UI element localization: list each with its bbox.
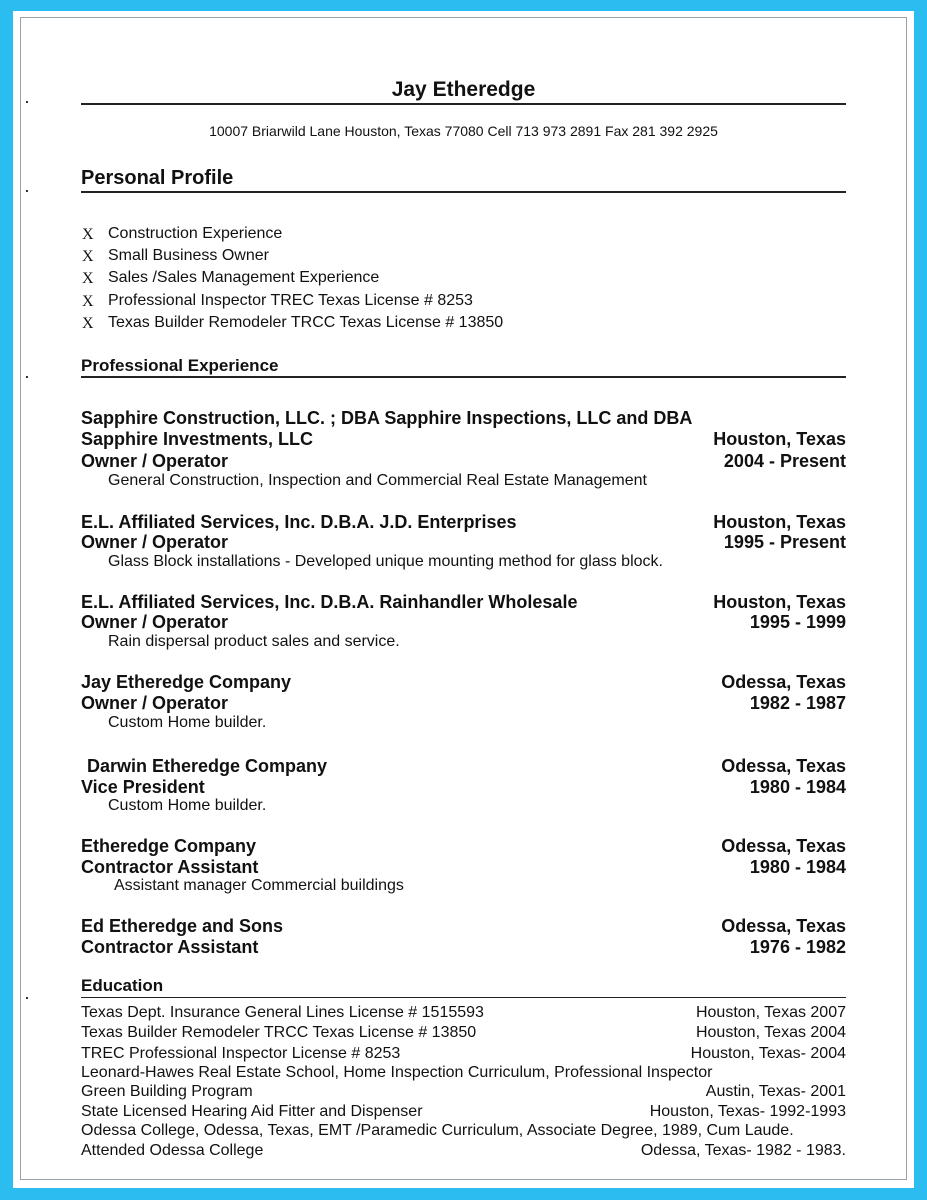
bullet-mark: X (82, 248, 94, 265)
job-location: Odessa, Texas (721, 672, 846, 692)
education-item: State Licensed Hearing Aid Fitter and Dispenser (81, 1103, 423, 1120)
job-company: Darwin Etheredge Company (87, 756, 328, 776)
job-description: Custom Home builder. (108, 797, 267, 814)
job-dates: 1976 - 1982 (749, 937, 846, 957)
job-dates: 1995 - 1999 (749, 612, 846, 632)
contact-address: 10007 Briarwild Lane Houston, Texas 77080 Cell 713 973 2891 Fax 281 392 2925 (209, 123, 718, 139)
job-location: Houston, Texas (713, 512, 846, 532)
resume-name: Jay Etheredge (391, 78, 536, 101)
job-title: Contractor Assistant (81, 857, 259, 877)
job-company: Sapphire Investments, LLC (81, 429, 314, 449)
section-rule (81, 191, 846, 193)
education-item: Texas Builder Remodeler TRCC Texas License # 13850 (81, 1024, 477, 1041)
job-location: Houston, Texas (713, 429, 846, 449)
education-place-date: Houston, Texas 2004 (695, 1024, 846, 1041)
section-rule (81, 997, 846, 998)
education-place-date: Houston, Texas- 2004 (690, 1045, 846, 1062)
job-dates: 1980 - 1984 (749, 857, 846, 877)
job-company: Ed Etheredge and Sons (81, 916, 284, 936)
job-title: Owner / Operator (81, 612, 229, 632)
bullet-mark: X (82, 293, 94, 310)
education-item: Leonard-Hawes Real Estate School, Home Inspection Curriculum, Professional Inspector (81, 1064, 713, 1081)
job-company: E.L. Affiliated Services, Inc. D.B.A. Rainhandler Wholesale (81, 592, 578, 612)
education-place-date: Austin, Texas- 2001 (705, 1083, 846, 1100)
job-description: General Construction, Inspection and Commercial Real Estate Management (108, 472, 647, 489)
profile-item: Sales /Sales Management Experience (108, 269, 380, 286)
bullet-mark: X (82, 226, 94, 243)
profile-item: Texas Builder Remodeler TRCC Texas License # 13850 (108, 314, 504, 331)
job-location: Odessa, Texas (721, 756, 846, 776)
margin-dot (26, 190, 28, 192)
header-rule (81, 103, 846, 105)
profile-item: Small Business Owner (108, 247, 269, 264)
job-title: Contractor Assistant (81, 937, 259, 957)
job-company: Jay Etheredge Company (81, 672, 292, 692)
job-company: E.L. Affiliated Services, Inc. D.B.A. J.D. Enterprises (81, 512, 517, 532)
education-item: Odessa College, Odessa, Texas, EMT /Paramedic Curriculum, Associate Degree, 1989, Cum Laude. (81, 1122, 794, 1139)
education-item: TREC Professional Inspector License # 8253 (81, 1045, 401, 1062)
education-place-date: Houston, Texas 2007 (695, 1004, 846, 1021)
section-heading-profile: Personal Profile (81, 167, 234, 189)
job-location: Odessa, Texas (721, 916, 846, 936)
education-item: Green Building Program (81, 1083, 253, 1100)
section-rule (81, 376, 846, 378)
job-location: Odessa, Texas (721, 836, 846, 856)
job-dates: 1995 - Present (723, 532, 846, 552)
job-dates: 2004 - Present (723, 451, 846, 471)
job-location: Houston, Texas (713, 592, 846, 612)
job-description: Glass Block installations - Developed unique mounting method for glass block. (108, 553, 663, 570)
job-description: Assistant manager Commercial buildings (114, 877, 404, 894)
job-title: Owner / Operator (81, 451, 229, 471)
education-item: Texas Dept. Insurance General Lines License # 1515593 (81, 1004, 484, 1021)
education-place-date: Houston, Texas- 1992-1993 (649, 1103, 846, 1120)
job-dates: 1982 - 1987 (749, 693, 846, 713)
bullet-mark: X (82, 315, 94, 332)
resume-page (13, 11, 914, 1188)
job-title: Owner / Operator (81, 693, 229, 713)
job-description: Custom Home builder. (108, 714, 267, 731)
education-item: Attended Odessa College (81, 1142, 264, 1159)
education-place-date: Odessa, Texas- 1982 - 1983. (640, 1142, 846, 1159)
job-company: Etheredge Company (81, 836, 257, 856)
section-heading-education: Education (81, 976, 164, 995)
margin-dot (26, 997, 28, 999)
job-dates: 1980 - 1984 (749, 777, 846, 797)
job-title: Owner / Operator (81, 532, 229, 552)
bullet-mark: X (82, 270, 94, 287)
job-description: Rain dispersal product sales and service. (108, 633, 400, 650)
profile-item: Construction Experience (108, 225, 283, 242)
job-company-line1: Sapphire Construction, LLC. ; DBA Sapphire Inspections, LLC and DBA (81, 408, 693, 428)
section-heading-experience: Professional Experience (81, 356, 279, 375)
margin-dot (26, 376, 28, 378)
profile-item: Professional Inspector TREC Texas License # 8253 (108, 292, 473, 309)
job-title: Vice President (81, 777, 205, 797)
